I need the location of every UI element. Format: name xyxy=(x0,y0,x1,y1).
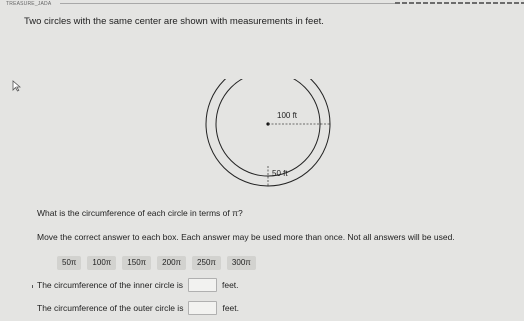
concentric-circles-figure xyxy=(205,79,331,201)
outer-answer-dropbox[interactable] xyxy=(188,301,217,315)
top-bar xyxy=(0,0,524,8)
stray-mark xyxy=(32,285,33,288)
choice-250pi[interactable]: 250π xyxy=(192,256,221,270)
choice-150pi[interactable]: 150π xyxy=(122,256,151,270)
inner-circle-answer-row xyxy=(37,278,239,292)
outer-answer-label: The circumference of the outer circle is xyxy=(37,303,184,313)
outer-answer-unit: feet. xyxy=(222,303,239,313)
progress-dots xyxy=(395,2,524,4)
inner-circle xyxy=(216,79,320,176)
inner-answer-dropbox[interactable] xyxy=(188,278,217,292)
question-prompt: What is the circumference of each circle in terms of π? xyxy=(37,208,243,218)
radius-label: 100 ft xyxy=(277,111,298,120)
answer-choices xyxy=(57,256,256,270)
choice-50pi[interactable]: 50π xyxy=(57,256,81,270)
choice-300pi[interactable]: 300π xyxy=(227,256,256,270)
gap-label: 50 ft xyxy=(272,169,288,178)
mouse-cursor-icon xyxy=(12,80,21,92)
outer-circle-answer-row xyxy=(37,301,239,315)
header-tag: TREASURE_JADA xyxy=(6,1,52,7)
question-intro: Two circles with the same center are shown with measurements in feet. xyxy=(24,16,324,27)
inner-answer-unit: feet. xyxy=(221,280,239,290)
header-rule xyxy=(60,3,400,4)
inner-answer-label: The circumference of the inner circle is xyxy=(37,280,183,290)
choice-100pi[interactable]: 100π xyxy=(87,256,116,270)
choice-200pi[interactable]: 200π xyxy=(157,256,186,270)
instructions: Move the correct answer to each box. Each answer may be used more than once. Not all answers will be used. xyxy=(37,232,455,242)
